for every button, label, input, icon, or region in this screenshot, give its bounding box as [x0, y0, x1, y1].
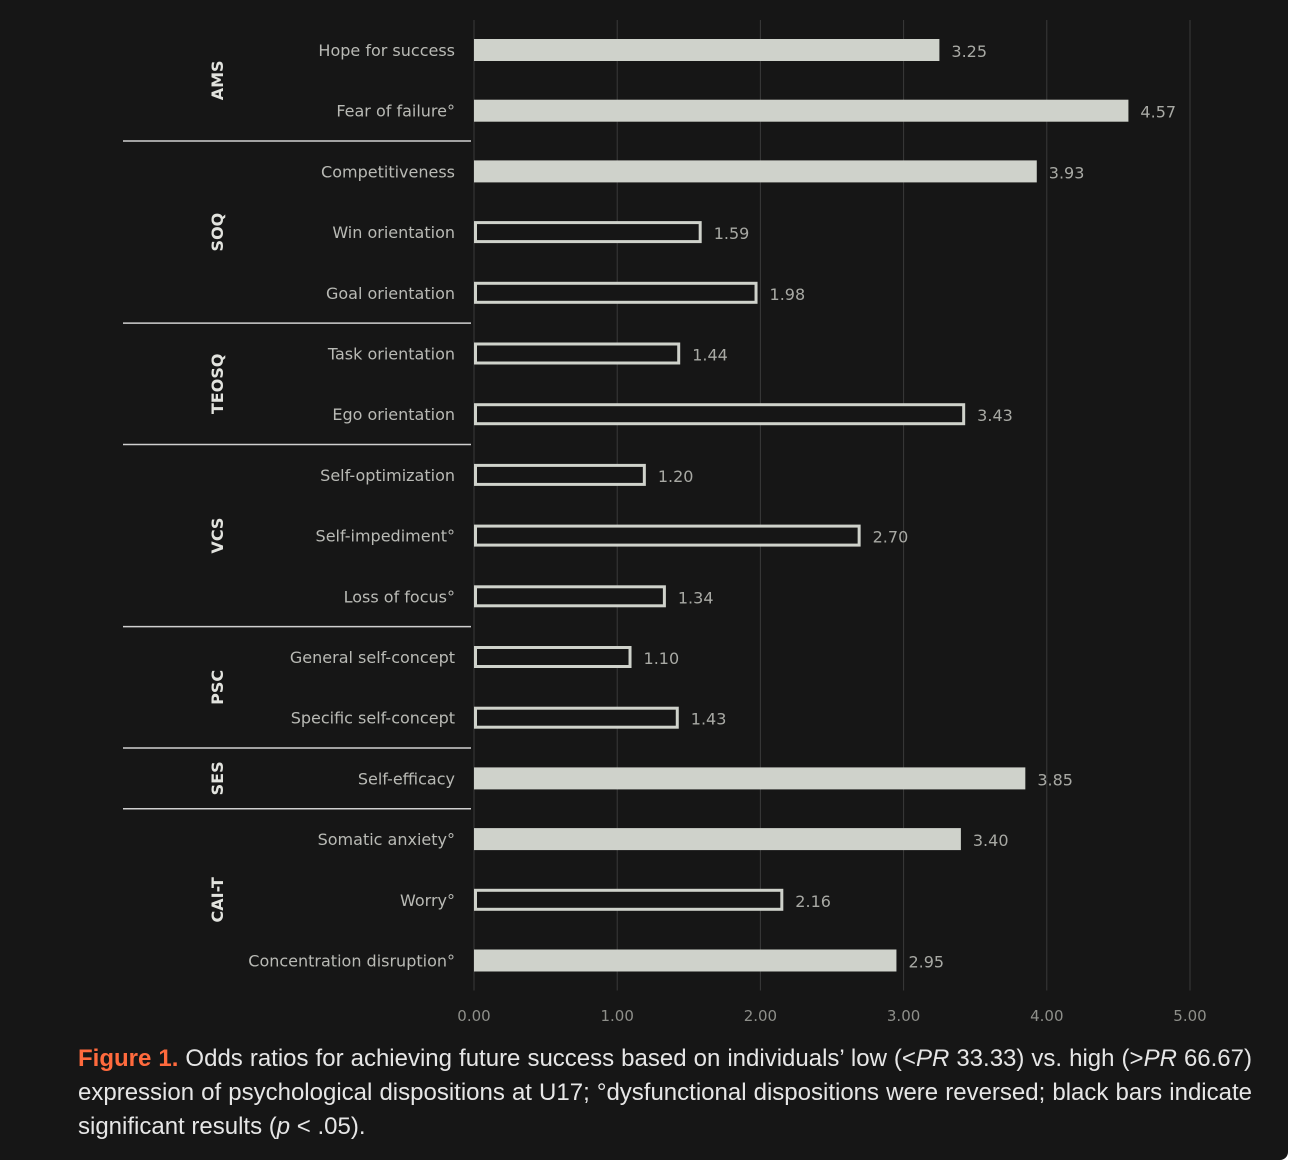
- bar-category-label: Ego orientation: [332, 405, 455, 425]
- bar-category-label: Self-optimization: [320, 465, 455, 485]
- bar-category-label: Worry°: [399, 890, 455, 910]
- bar-category-label: Specific self-concept: [290, 708, 455, 728]
- bar-value-label: 1.98: [769, 284, 806, 304]
- bar: [476, 405, 964, 424]
- group-label: AMS: [208, 60, 227, 101]
- caption-pr-1: PR: [915, 1045, 950, 1072]
- bar-category-label: Somatic anxiety°: [317, 830, 455, 850]
- bar: [474, 828, 961, 850]
- bar-value-label: 3.43: [977, 406, 1013, 426]
- bar: [474, 160, 1037, 182]
- x-tick-label: 3.00: [886, 1007, 921, 1025]
- bar-value-label: 2.95: [908, 952, 945, 972]
- bar-category-label: Self-efficacy: [357, 769, 455, 789]
- bar-value-label: 2.70: [872, 527, 909, 547]
- caption-text-3: 66.67) expression of psychological dispositions at U17; °dysfunctional dispositions were reversed; black bars indicate significant results (: [78, 1045, 1252, 1140]
- figure-caption: [78, 1042, 1252, 1144]
- bar-labels: [248, 41, 455, 971]
- bar-value-label: 3.93: [1048, 163, 1085, 183]
- x-axis-ticks: [457, 1007, 1206, 1025]
- bar: [476, 344, 679, 363]
- bar: [474, 100, 1128, 122]
- group-label: SES: [208, 761, 227, 796]
- x-tick-label: 5.00: [1173, 1007, 1207, 1025]
- group-label: VCS: [208, 517, 227, 554]
- bar-category-label: Fear of failure°: [336, 101, 455, 121]
- bar-category-label: Task orientation: [327, 344, 455, 364]
- caption-text-1: Odds ratios for achieving future success based on individuals’ low (<: [178, 1045, 916, 1072]
- group-label: TEOSQ: [208, 353, 227, 415]
- bar-category-label: Competitiveness: [321, 162, 455, 182]
- bar: [474, 767, 1025, 789]
- bar-value-label: 1.43: [690, 709, 727, 729]
- bar: [476, 465, 645, 484]
- bar-category-label: Concentration disruption°: [248, 951, 455, 971]
- bar: [476, 587, 665, 606]
- bar: [474, 39, 939, 61]
- caption-pr-2: PR: [1143, 1045, 1177, 1072]
- bar-value-label: 3.85: [1037, 770, 1073, 790]
- bar: [476, 890, 782, 909]
- bar-value-label: 3.40: [972, 831, 1009, 851]
- bar: [476, 648, 631, 667]
- bar-value-label: 1.20: [657, 466, 694, 486]
- bar-value-label: 1.10: [643, 649, 680, 668]
- bar-value-label: 1.34: [677, 588, 714, 608]
- figure-label: Figure 1.: [78, 1045, 179, 1072]
- bar: [476, 283, 757, 302]
- x-tick-label: 1.00: [600, 1007, 634, 1025]
- group-label: CAI-T: [208, 877, 227, 923]
- bar: [474, 950, 896, 972]
- bar: [476, 526, 860, 545]
- bar-category-label: Self-impediment°: [315, 526, 455, 546]
- bar: [476, 708, 678, 727]
- bar-value-label: 1.44: [692, 345, 728, 365]
- group-labels: [208, 60, 227, 922]
- caption-text-4: < .05).: [290, 1113, 366, 1140]
- bar-category-label: Loss of focus°: [343, 587, 455, 607]
- group-label: SOQ: [208, 212, 227, 252]
- bar-category-label: Goal orientation: [325, 283, 455, 303]
- bar-category-label: Win orientation: [332, 223, 455, 243]
- bars: [474, 39, 1128, 972]
- bar-category-label: General self-concept: [289, 648, 455, 667]
- caption-p: p: [276, 1113, 291, 1140]
- bar: [476, 223, 701, 242]
- bar-category-label: Hope for success: [318, 41, 455, 60]
- x-tick-label: 4.00: [1030, 1007, 1064, 1025]
- bar-value-label: 2.16: [795, 891, 831, 911]
- x-tick-label: 2.00: [743, 1007, 778, 1025]
- group-label: PSC: [208, 669, 227, 705]
- bar-value-label: 3.25: [951, 42, 988, 61]
- caption-text-2: 33.33) vs. high (>: [949, 1045, 1144, 1072]
- x-tick-label: 0.00: [457, 1007, 491, 1025]
- bar-value-label: 1.59: [713, 224, 750, 244]
- bar-value-label: 4.57: [1140, 102, 1177, 122]
